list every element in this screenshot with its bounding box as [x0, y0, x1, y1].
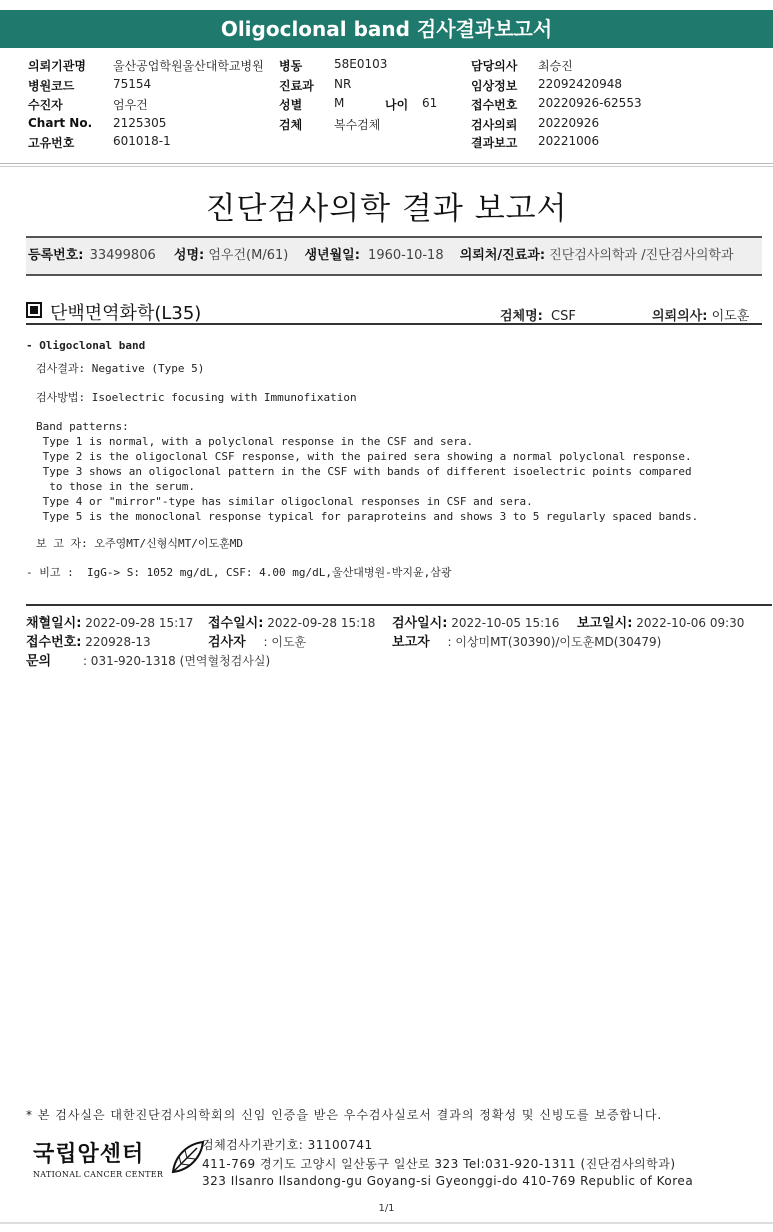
info-label: Chart No. [28, 116, 93, 130]
divider [0, 1222, 773, 1224]
info-row [28, 57, 86, 74]
dob-value: 1960-10-18 [368, 248, 444, 263]
collection-time: 채혈일시: 2022-09-28 15:17 [26, 616, 194, 631]
info-label: 의뢰기관명 [28, 59, 86, 73]
info-label: 진료과 [279, 79, 314, 93]
inquiry: 문의 : 031-920-1318 (면역혈청검사실) [26, 654, 271, 669]
dept-value: 진단검사의학과 /진단검사의학과 [549, 248, 734, 263]
reg-value: 33499806 [89, 248, 156, 263]
reg-label: 등록번호: [28, 248, 84, 263]
info-value: 20220926 [538, 116, 600, 130]
info-value: NR [334, 77, 352, 91]
reporter: 보고자 : 이상미MT(30390)/이도훈MD(30479) [392, 635, 662, 650]
address-line-1: 검체검사기관기호: 31100741 [202, 1138, 373, 1152]
test-time: 검사일시: 2022-10-05 15:16 [392, 616, 560, 631]
info-label: 담당의사 [471, 59, 518, 73]
hospital-logo [33, 1137, 207, 1179]
receipt-time: 접수일시: 2022-09-28 15:18 [208, 616, 376, 631]
accession-number: 접수번호: 220928-13 [26, 635, 151, 650]
info-label: 병원코드 [28, 79, 75, 93]
document-title: Oligoclonal band 검사결과보고서 [0, 0, 773, 48]
info-label: 수진자 [28, 98, 63, 112]
info-label: 임상정보 [471, 79, 518, 93]
requesting-doctor: 의뢰의사: 이도훈 [652, 309, 750, 324]
reporter-line: 보 고 자: 오주영MT/신형식MT/이도훈MD [36, 537, 243, 550]
info-label: 접수번호 [471, 98, 518, 112]
logo-english: NATIONAL CANCER CENTER [33, 1170, 164, 1179]
band-patterns: Band patterns: Type 1 is normal, with a polyclonal response in the CSF and sera. Type 2 is the oligoclonal CSF response, with the paired sera showing a normal polyclonal response. Type 3 shows an oligoclonal pattern in the CSF with bands of different isoelectric points compared to those in the serum. Type 4 or "mirror"-type has similar oligoclonal responses in CSF and sera. Type 5 is the monoclonal response typical for paraproteins and shows 3 to 5 regularly spaced bands. [36, 420, 699, 523]
info-label: 결과보고 [471, 136, 518, 150]
report-time: 보고일시: 2022-10-06 09:30 [577, 616, 745, 631]
info-label: 성별 [279, 98, 303, 112]
page-number: 1/1 [378, 1203, 395, 1214]
info-value: 2125305 [113, 116, 167, 130]
info-value: 601018-1 [113, 134, 171, 148]
info-value: 20221006 [538, 134, 600, 148]
specimen: 검체명: CSF [500, 309, 576, 324]
divider [0, 163, 773, 164]
certification-note: * 본 검사실은 대한진단검사의학회의 신임 인증을 받은 우수검사실로서 결과의 정확성 및 신빙도를 보증합니다. [26, 1108, 663, 1122]
info-label: 병동 [279, 59, 303, 73]
square-bullet-icon [26, 302, 42, 318]
info-value: 75154 [113, 77, 152, 91]
address-line-3: 323 Ilsanro Ilsandong-gu Goyang-si Gyeonggi-do 410-769 Republic of Korea [202, 1174, 694, 1188]
info-value: 22092420948 [538, 77, 622, 91]
test-method: 검사방법: Isoelectric focusing with Immunofixation [36, 391, 357, 404]
info-value: 울산공업학원울산대학교병원 [113, 59, 264, 73]
remark-line: - 비고 : IgG-> S: 1052 mg/dL, CSF: 4.00 mg/dL,울산대병원-박지윤,삼광 [26, 566, 452, 579]
info-value: 58E0103 [334, 57, 388, 71]
address-line-2: 411-769 경기도 고양시 일산동구 일산로 323 Tel:031-920-1311 (진단검사의학과) [202, 1157, 676, 1171]
test-name: - Oligoclonal band [26, 339, 146, 352]
info-value: 복수검체 [334, 118, 381, 132]
divider [0, 166, 773, 167]
name-label: 성명: [173, 248, 205, 263]
tester: 검사자 : 이도훈 [208, 635, 307, 650]
info-label: 검사의뢰 [471, 118, 518, 132]
info-label: 고유번호 [28, 136, 75, 150]
report-title: 진단검사의학 결과 보고서 [205, 191, 568, 227]
age-label: 나이 [385, 98, 409, 112]
info-value: 최승진 [538, 59, 573, 73]
info-value: 20220926-62553 [538, 96, 642, 110]
dob-label: 생년월일: [304, 248, 360, 263]
section-title: 단백면역화학(L35) [26, 299, 201, 325]
info-value: 엄우건 [113, 98, 148, 112]
logo-korean: 국립암센터 [33, 1142, 145, 1167]
name-value: 엄우건(M/61) [208, 248, 289, 263]
registration-bar [26, 236, 762, 276]
divider [26, 604, 772, 606]
info-label: 검체 [279, 118, 303, 132]
section-header [26, 299, 762, 325]
age-value: 61 [422, 96, 438, 110]
info-value: M [334, 96, 345, 110]
test-result: 검사결과: Negative (Type 5) [36, 362, 205, 375]
dept-label: 의뢰처/진료과: [459, 248, 546, 263]
